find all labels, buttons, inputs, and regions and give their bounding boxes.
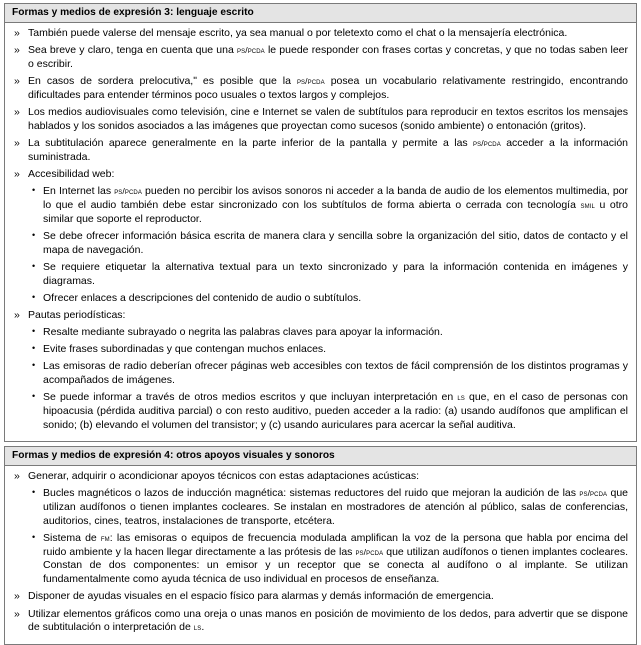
section-panel-1 — [4, 3, 637, 442]
bullet-text: Sea breve y claro, tenga en cuenta que una ps/pcda le puede responder con frases cortas y concretas, y que no todas saben leer o escribir. — [28, 44, 628, 71]
bullet-text: Disponer de ayudas visuales en el espacio físico para alarmas y demás información de emergencia. — [28, 590, 494, 603]
bullet-marker-icon: » — [14, 607, 20, 620]
sub-bullet-item — [28, 185, 628, 226]
bullet-text: En Internet las ps/pcda pueden no percibir los avisos sonoros ni acceder a la banda de audio de los elementos multimedia, por lo que el audio también debe estar sincronizado con los subtítulos de forma abierta o cerrada con tecnología smil u otro similar que soporte el reproductor. — [43, 185, 628, 225]
bullet-marker-icon: » — [14, 75, 20, 88]
bullet-item — [12, 590, 628, 604]
sub-bullet-marker-icon: • — [32, 360, 36, 371]
bullet-text: Las emisoras de radio deberían ofrecer páginas web accesibles con textos de fácil comprensión de los distintos programas y acompañados de imágenes. — [43, 360, 628, 387]
bullet-text: Generar, adquirir o acondicionar apoyos técnicos con estas adaptaciones acústicas: — [28, 470, 420, 483]
sub-bullet-item — [28, 532, 628, 587]
bullet-text: También puede valerse del mensaje escrito, ya sea manual o por teletexto como el chat o la mensajería electrónica. — [28, 27, 568, 40]
bullet-marker-icon: » — [14, 44, 20, 57]
sub-bullet-item — [28, 292, 628, 306]
sub-bullet-marker-icon: • — [32, 487, 36, 498]
sub-bullet-item — [28, 391, 628, 432]
bullet-text: En casos de sordera prelocutiva,ʺ es posible que la ps/pcda posea un vocabulario relativamente restringido, encontrando dificultades para entender términos poco usuales o textos largos y complejos. — [28, 75, 628, 102]
bullet-marker-icon: » — [14, 168, 20, 181]
bullet-marker-icon: » — [14, 309, 20, 322]
bullet-text: Evite frases subordinadas y que contengan muchos enlaces. — [43, 343, 327, 356]
bullet-item — [12, 470, 628, 587]
bullet-item — [12, 309, 628, 433]
bullet-list-1 — [12, 27, 628, 433]
sub-bullet-item — [28, 487, 628, 528]
sub-bullet-item — [28, 326, 628, 340]
bullet-item — [12, 168, 628, 305]
sub-bullet-marker-icon: • — [32, 185, 36, 196]
sub-bullet-list — [28, 487, 628, 587]
bullet-item — [12, 44, 628, 72]
sub-bullet-item — [28, 261, 628, 289]
section-body-1 — [5, 23, 636, 441]
bullet-marker-icon: » — [14, 590, 20, 603]
bullet-marker-icon: » — [14, 137, 20, 150]
section-body-2 — [5, 466, 636, 643]
sub-bullet-item — [28, 360, 628, 388]
bullet-text: Utilizar elementos gráficos como una oreja o unas manos en posición de movimiento de los dedos, para advertir que se dispone de subtitulación o interpretación de ls. — [28, 607, 628, 634]
bullet-item — [12, 137, 628, 165]
sub-bullet-marker-icon: • — [32, 391, 36, 402]
bullet-text: Se puede informar a través de otros medios escritos y que incluyan interpretación en ls que, en el caso de personas con hipoacusia (pérdida auditiva parcial) o con resto auditivo, pueden acceder a la radio: (a) usando audífonos que amplifican el sonido; (b) elevando el volumen del transistor; y (c) usando auriculares para acercar la señal auditiva. — [43, 391, 628, 431]
bullet-item — [12, 608, 628, 636]
bullet-text: Bucles magnéticos o lazos de inducción magnética: sistemas reductores del ruido que mejoran la audición de las ps/pcda que utilizan audífonos o tienen implantes cocleares. Se instalan en mostradores de atención al público, salas de conferencias, auditorios, cines, teatros, instalaciones de transporte, etcétera. — [43, 487, 629, 527]
bullet-text: Ofrecer enlaces a descripciones del contenido de audio o subtítulos. — [43, 291, 362, 304]
bullet-text: Pautas periodísticas: — [28, 309, 126, 322]
bullet-marker-icon: » — [14, 27, 20, 40]
sub-bullet-item — [28, 343, 628, 357]
bullet-text: Sistema de fm: las emisoras o equipos de frecuencia modulada amplifican la voz de la persona que habla por encima del ruido ambiente y la hacen llegar directamente a las prótesis de las ps/pcda que utilizan audífonos o tienen implantes cocleares. Constan de dos componentes: un emisor y un receptor que se conecta al audífono o al implante. Se utilizan fundamentalmente como ayuda técnica de uso individual en procesos de enseñanza. — [43, 531, 628, 586]
bullet-list-2 — [12, 470, 628, 635]
sub-bullet-marker-icon: • — [32, 291, 36, 302]
bullet-item — [12, 75, 628, 103]
bullet-marker-icon: » — [14, 470, 20, 483]
bullet-text: Se debe ofrecer información básica escrita de manera clara y sencilla sobre la organización del sitio, datos de contacto y el mapa de navegación. — [43, 229, 628, 256]
section-panel-2 — [4, 446, 637, 644]
sub-bullet-marker-icon: • — [32, 343, 36, 354]
sub-bullet-marker-icon: • — [32, 260, 36, 271]
section-header-1: Formas y medios de expresión 3: lenguaje escrito — [5, 4, 636, 23]
bullet-item — [12, 106, 628, 134]
sub-bullet-marker-icon: • — [32, 325, 36, 336]
sub-bullet-marker-icon: • — [32, 229, 36, 240]
bullet-text: Resalte mediante subrayado o negrita las palabras claves para apoyar la información. — [43, 325, 443, 338]
bullet-text: Los medios audiovisuales como televisión, cine e Internet se valen de subtítulos para reproducir en textos escritos los mensajes hablados y los sonidos asociados a las imágenes que proyectan como sucesos (sonido ambiente) o entonación (gritos). — [28, 106, 628, 133]
bullet-text: La subtitulación aparece generalmente en la parte inferior de la pantalla y permite a las ps/pcda acceder a la información suministrada. — [28, 137, 629, 164]
sub-bullet-marker-icon: • — [32, 531, 36, 542]
sub-bullet-item — [28, 230, 628, 258]
bullet-text: Accesibilidad web: — [28, 168, 115, 181]
bullet-marker-icon: » — [14, 106, 20, 119]
sub-bullet-list — [28, 326, 628, 433]
section-header-2: Formas y medios de expresión 4: otros apoyos visuales y sonoros — [5, 447, 636, 466]
bullet-item — [12, 27, 628, 41]
sub-bullet-list — [28, 185, 628, 306]
bullet-text: Se requiere etiquetar la alternativa textual para un texto sincronizado y para la información contenida en imágenes y diagramas. — [43, 260, 628, 287]
